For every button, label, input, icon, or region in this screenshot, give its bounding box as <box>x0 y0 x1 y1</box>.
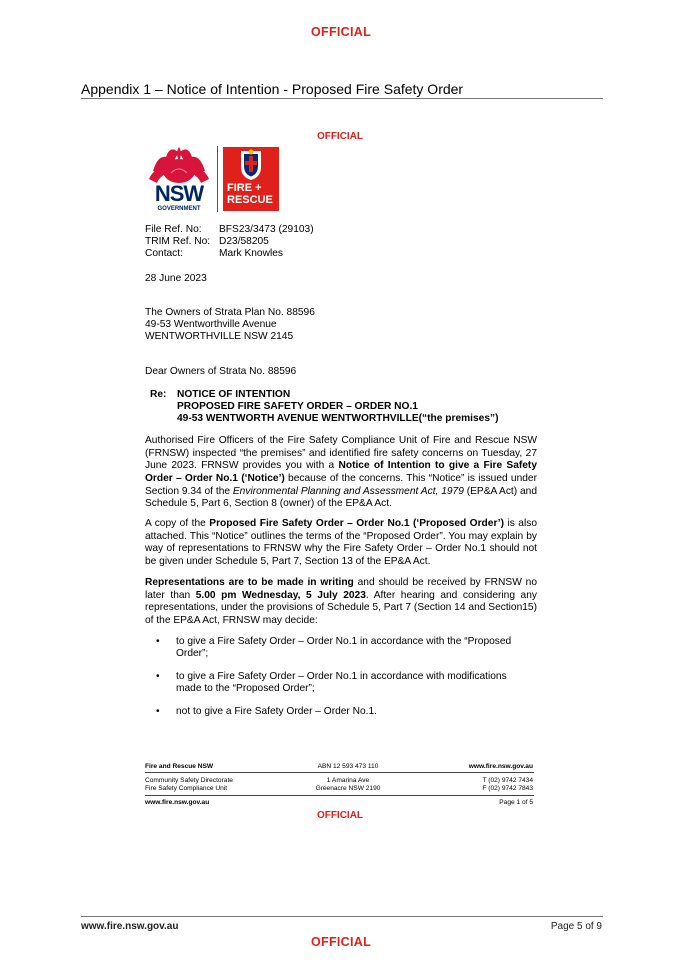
letter-classification-top: OFFICIAL <box>316 131 364 142</box>
text-run: is also attached. This “Notice” outlines the terms of the “Proposed Order”. You may explain by way of representations to FRNSW why the Fire Safety Order – Order No.1 should not be given under Schedule 5, Part 7, Section 13 of the EP&A Act. <box>145 518 537 567</box>
text-run: and should be received by FRNSW no later than <box>145 577 537 601</box>
nsw-government-logo <box>145 143 213 213</box>
fire-rescue-crest-icon <box>223 147 279 181</box>
footer-directorate <box>145 777 233 793</box>
text-run: Authorised Fire Officers of the Fire Safety Compliance Unit of Fire and Rescue NSW (FRNSW) inspected “the premises” and identified fire safety concerns on Tuesday, 27 June 2023. FRNSW provides you with a <box>145 435 537 472</box>
classification-top: OFFICIAL <box>310 25 372 39</box>
footer-page-number: Page 1 of 5 <box>499 799 533 806</box>
meta-label: Contact: <box>145 248 183 260</box>
bullet-icon: • <box>156 671 160 682</box>
salutation: Dear Owners of Strata No. 88596 <box>145 366 297 377</box>
re-label: Re: <box>150 389 167 400</box>
footer-phone <box>440 777 533 793</box>
paragraph-proposed-order <box>145 518 537 569</box>
text-run: (EP&A Act) and Schedule 5, Part 6, Section 8 (owner) of the EP&A Act. <box>145 485 537 510</box>
fire-text: FIRE + <box>227 182 262 194</box>
footer-web-right: www.fire.nsw.gov.au <box>468 763 533 770</box>
text-run-bold: Proposed Fire Safety Order – Order No.1 (‘Proposed Order’) <box>209 518 505 529</box>
address-line: 49-53 Wentworthville Avenue <box>145 319 277 331</box>
letter-classification-bottom: OFFICIAL <box>316 810 364 821</box>
list-item-text: to give a Fire Safety Order – Order No.1 in accordance with the “Proposed Order”; <box>176 636 512 660</box>
nsw-government-text: GOVERNMENT <box>157 206 201 212</box>
reference-details <box>145 224 314 260</box>
recipient-address <box>145 307 315 344</box>
rescue-text: RESCUE <box>227 194 273 206</box>
footer-divider <box>145 772 534 773</box>
text-run-bold: Representations are to be made in writing <box>145 577 354 588</box>
meta-row <box>145 248 314 260</box>
logo-divider <box>217 146 218 212</box>
page-footer-divider <box>81 916 603 917</box>
address-line: The Owners of Strata Plan No. 88596 <box>145 307 315 318</box>
re-subject <box>177 389 499 426</box>
footer-abn: ABN 12 593 473 110 <box>317 763 379 770</box>
paragraph-intro <box>145 435 537 511</box>
meta-row <box>145 236 314 248</box>
footer-line: Greenacre NSW 2190 <box>315 785 381 793</box>
text-run: A copy of the <box>145 518 210 529</box>
footer-web-left: www.fire.nsw.gov.au <box>145 799 210 806</box>
footer-org: Fire and Rescue NSW <box>145 763 214 770</box>
classification-bottom: OFFICIAL <box>310 935 372 949</box>
meta-label: File Ref. No: <box>145 224 202 235</box>
letter-date: 28 June 2023 <box>145 273 207 284</box>
list-item-text: to give a Fire Safety Order – Order No.1 in accordance with modifications made to the “Proposed Order”; <box>176 671 507 695</box>
footer-line: F (02) 9742 7843 <box>482 785 533 793</box>
address-line: WENTWORTHVILLE NSW 2145 <box>145 331 294 343</box>
footer-line: T (02) 9742 7434 <box>482 777 533 784</box>
footer-divider <box>145 795 534 796</box>
text-run: . After hearing and considering any representations, under the provisions of Schedule 5, Part 7 (Section 14 and Section15) of the EP&A Act, FRNSW may decide: <box>145 589 537 626</box>
bullet-icon: • <box>156 706 160 717</box>
re-line: PROPOSED FIRE SAFETY ORDER – ORDER NO.1 <box>177 401 418 413</box>
meta-value: BFS23/3473 (29103) <box>219 224 314 235</box>
text-run-bold: Notice of Intention to give a Fire Safety Order – Order No.1 (‘Notice’) <box>145 460 537 484</box>
bullet-icon: • <box>156 636 160 647</box>
list-item-text: not to give a Fire Safety Order – Order No.1. <box>176 706 378 717</box>
re-line: 49-53 WENTWORTH AVENUE WENTWORTHVILLE(“the premises”) <box>177 413 499 425</box>
website-link[interactable]: www.fire.nsw.gov.au <box>81 921 179 932</box>
fire-rescue-logo <box>223 147 279 211</box>
meta-row <box>145 224 314 236</box>
page-number: Page 5 of 9 <box>550 921 602 932</box>
meta-label: TRIM Ref. No: <box>145 236 211 248</box>
footer-line: Community Safety Directorate <box>145 777 233 784</box>
text-run-italic: Environmental Planning and Assessment Act, 1979 <box>232 485 464 497</box>
text-run: because of the concerns. This “Notice” is issued under Section 9.34 of the <box>145 472 537 497</box>
meta-value: Mark Knowles <box>219 248 283 260</box>
footer-line: Fire Safety Compliance Unit <box>145 785 228 793</box>
text-run-bold: 5.00 pm Wednesday, 5 July 2023 <box>195 589 366 601</box>
appendix-title: Appendix 1 – Notice of Intention - Proposed Fire Safety Order <box>81 81 464 97</box>
meta-value: D23/58205 <box>219 236 269 248</box>
footer-line: 1 Amarina Ave <box>326 777 370 784</box>
footer-address <box>300 777 396 793</box>
re-line: NOTICE OF INTENTION <box>177 389 291 400</box>
paragraph-representations <box>145 577 537 628</box>
nsw-wordmark: NSW <box>154 181 204 206</box>
title-divider <box>81 98 603 99</box>
